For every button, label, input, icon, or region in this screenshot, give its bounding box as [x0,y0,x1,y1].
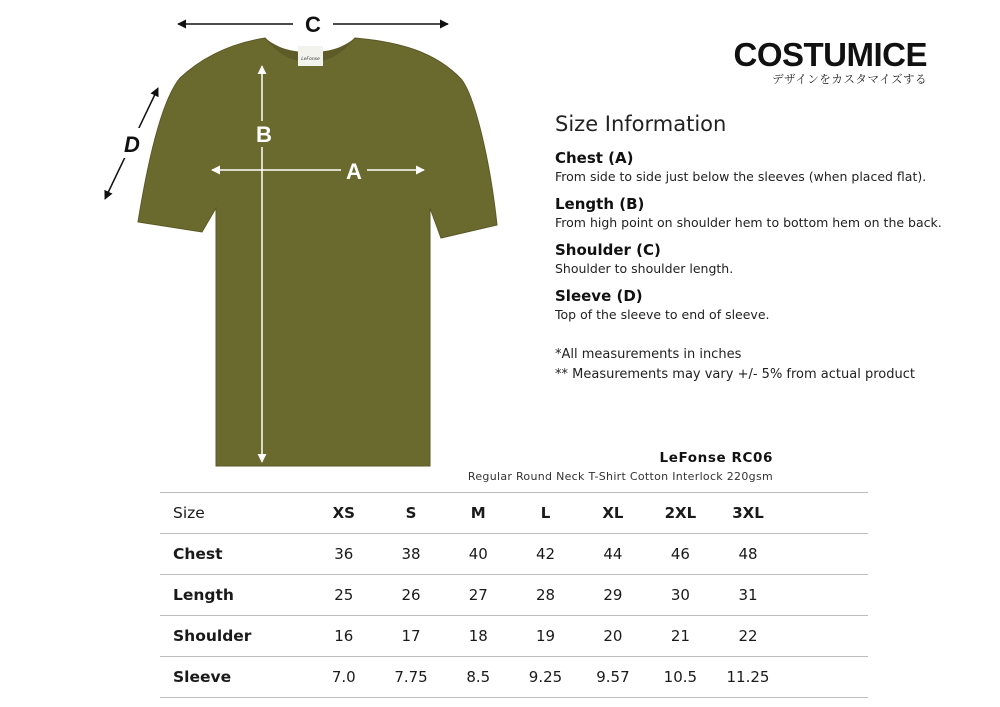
table-cell: 22 [714,616,782,657]
note-units: *All measurements in inches [555,347,742,362]
table-row-sleeve [160,657,868,698]
size-table [160,492,868,698]
term-sleeve [555,287,975,323]
table-cell: 28 [512,575,579,616]
table-cell: 19 [512,616,579,657]
term-shoulder [555,241,975,277]
size-header: L [512,493,579,534]
product-name: LeFonse RC06 [659,450,773,466]
table-cell: 36 [310,534,377,575]
table-cell: 46 [647,534,714,575]
table-cell: 18 [445,616,512,657]
tshirt-illustration [0,0,520,480]
term-title: Shoulder (C) [555,241,661,259]
tshirt-body [138,38,497,466]
table-header-row [160,493,868,534]
label-b: B [256,122,272,147]
notes [555,345,975,385]
table-cell: 17 [377,616,444,657]
row-label: Chest [160,534,310,575]
size-header: XL [579,493,646,534]
brand-tagline: デザインをカスタマイズする [772,72,927,86]
term-description: Top of the sleeve to end of sleeve. [555,307,770,322]
table-cell: 48 [714,534,782,575]
size-header: M [445,493,512,534]
table-cell: 7.0 [310,657,377,698]
collar-tag-text: LeFonse [301,57,320,62]
table-cell: 44 [579,534,646,575]
term-title: Chest (A) [555,149,634,167]
term-length [555,195,975,231]
table-cell: 29 [579,575,646,616]
collar-tag [298,46,323,66]
table-cell: 30 [647,575,714,616]
table-cell: 8.5 [445,657,512,698]
info-title: Size Information [555,112,727,136]
term-description: From high point on shoulder hem to bottom hem on the back. [555,215,942,230]
table-row-chest [160,534,868,575]
table-cell: 40 [445,534,512,575]
table-cell: 9.57 [579,657,646,698]
table-cell: 26 [377,575,444,616]
table-cell: 16 [310,616,377,657]
header-label: Size [160,493,310,534]
table-cell: 38 [377,534,444,575]
row-label: Shoulder [160,616,310,657]
label-c: C [305,12,321,37]
table-cell: 7.75 [377,657,444,698]
table-cell: 27 [445,575,512,616]
product-description: Regular Round Neck T-Shirt Cotton Interlock 220gsm [467,470,773,483]
brand-name: COSTUMICE [733,36,927,73]
table-cell: 31 [714,575,782,616]
size-header: XS [310,493,377,534]
brand-logo [734,38,928,87]
term-description: Shoulder to shoulder length. [555,261,734,276]
term-title: Sleeve (D) [555,287,643,305]
size-header: 3XL [714,493,782,534]
term-title: Length (B) [555,195,645,213]
table-cell: 42 [512,534,579,575]
row-label: Length [160,575,310,616]
table-row-shoulder [160,616,868,657]
table-cell: 25 [310,575,377,616]
term-description: From side to side just below the sleeves (when placed flat). [555,169,927,184]
table-cell: 21 [647,616,714,657]
table-cell: 20 [579,616,646,657]
term-chest [555,149,975,185]
table-row-length [160,575,868,616]
label-d: D [124,132,140,157]
product-heading [468,450,773,483]
note-variance: ** Measurements may vary +/- 5% from actual product [555,367,915,382]
size-header: 2XL [647,493,714,534]
row-label: Sleeve [160,657,310,698]
size-information [555,112,975,385]
table-cell: 10.5 [647,657,714,698]
table-cell: 11.25 [714,657,782,698]
table-cell: 9.25 [512,657,579,698]
label-a: A [346,159,362,184]
size-header: S [377,493,444,534]
